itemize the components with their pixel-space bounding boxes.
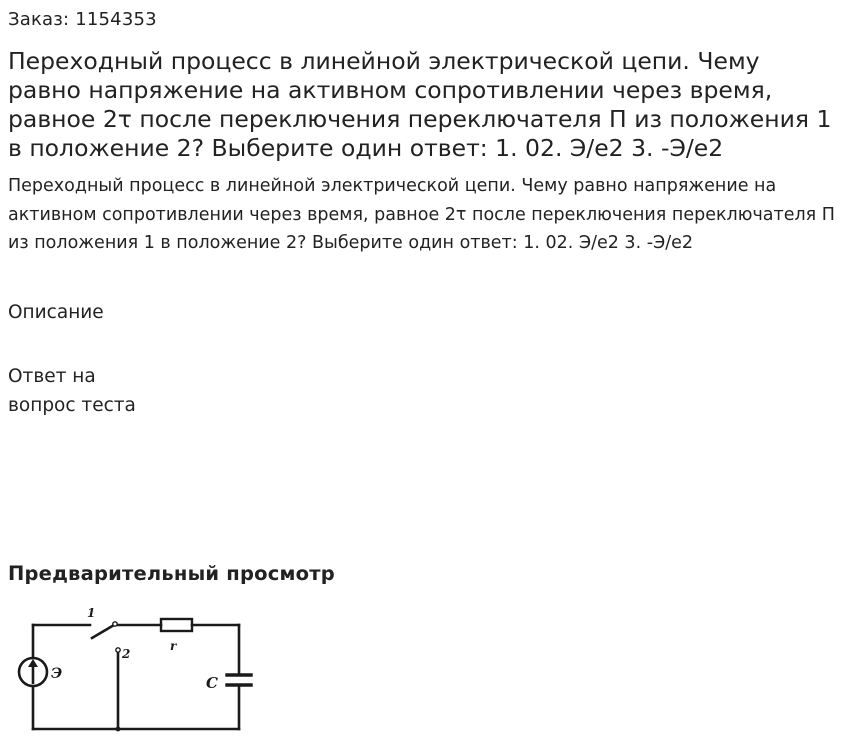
- answer-line-2: вопрос теста: [8, 395, 136, 416]
- circuit-diagram: [10, 600, 260, 740]
- label-capacitor: C: [206, 674, 218, 692]
- switch-blade: [92, 625, 114, 638]
- switch-contact-1: [113, 622, 117, 626]
- order-number: Заказ: 1154353: [8, 9, 157, 30]
- label-switch-pos2: 2: [122, 647, 131, 661]
- answer-text: [8, 362, 208, 420]
- preview-heading: Предварительный просмотр: [8, 562, 335, 585]
- answer-line-1: Ответ на: [8, 366, 96, 387]
- description-label: Описание: [8, 302, 104, 323]
- label-switch-pos1: 1: [87, 606, 96, 620]
- label-resistor: r: [170, 639, 177, 653]
- question-body: Переходный процесс в линейной электрической цепи. Чему равно напряжение на активном сопротивлении через время, равное 2τ после переключения переключателя П из положения 1 в положение 2? Выберите один ответ: 1. 02. Э/е2 3. -Э/е2: [8, 176, 835, 253]
- resistor: [161, 619, 192, 631]
- junction-dot: [116, 727, 121, 732]
- question-title: Переходный процесс в линейной электрической цепи. Чему равно напряжение на активном сопротивлении через время, равное 2τ после переключения переключателя П из положения 1 в положение 2? Выберите один ответ: 1. 02. Э/е2 3. -Э/е2: [8, 47, 832, 162]
- emf-source-arrow-head: [28, 659, 38, 667]
- label-source: Э: [51, 666, 63, 682]
- switch-contact-2: [116, 648, 120, 652]
